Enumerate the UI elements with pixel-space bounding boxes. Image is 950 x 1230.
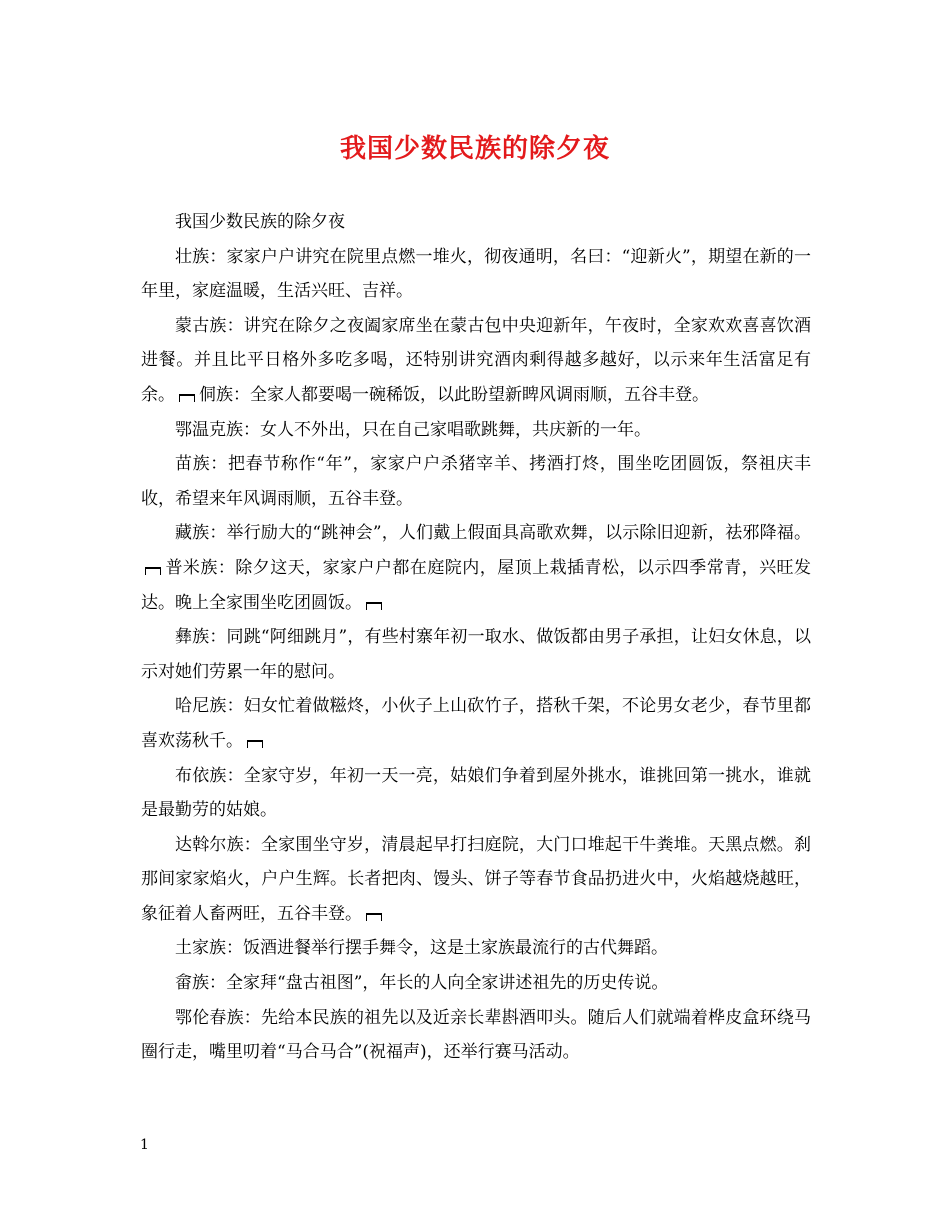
paragraph-hani	[141, 689, 811, 758]
bracket-mark-icon	[366, 602, 382, 610]
paragraph-tibetan-pumi	[141, 516, 811, 620]
page-number: 1	[140, 1137, 149, 1153]
paragraph-tujia	[141, 931, 811, 966]
paragraph-miao	[141, 447, 811, 516]
paragraph-she	[141, 966, 811, 1001]
bracket-mark-icon	[179, 394, 195, 402]
paragraph-text: 我国少数民族的除夕夜	[175, 212, 345, 232]
bracket-mark-icon	[247, 740, 263, 748]
paragraph-text: 哈尼族：妇女忙着做糍炵，小伙子上山砍竹子，搭秋千架，不论男女老少，春节里都喜欢荡秋千。	[141, 696, 811, 751]
paragraph-text: 蒙古族：讲究在除夕之夜阖家席坐在蒙古包中央迎新年，午夜时，全家欢欢喜喜饮酒进餐。并且比平日格外多吃多喝，还特别讲究酒肉剩得越多越好，以示来年生活富足有余。	[141, 315, 811, 405]
paragraph-text: 畲族：全家拜“盘古祖图”，年长的人向全家讲述祖先的历史传说。	[175, 973, 669, 994]
document-body	[141, 205, 811, 1070]
paragraph-buyi	[141, 759, 811, 828]
paragraph-yi	[141, 620, 811, 689]
paragraph-text: 侗族：全家人都要喝一碗稀饭，以此盼望新睥风调雨顺，五谷丰登。	[199, 384, 709, 405]
paragraph-oroqen	[141, 1001, 811, 1070]
paragraph-text: 普米族：除夕这天，家家户户都在庭院内，屋顶上栽插青松，以示四季常青，兴旺发达。晚上全家围坐吃团圆饭。	[141, 557, 811, 613]
paragraph-text: 达斡尔族：全家围坐守岁，清晨起早打扫庭院，大门口堆起干牛粪堆。天黑点燃。刹那间家家焰火，户户生辉。长者把肉、馒头、饼子等春节食品扔进火中，火焰越烧越旺，象征着人畜两旺，五谷丰登。	[141, 834, 811, 924]
paragraph-text: 藏族：举行励大的“跳神会”，人们戴上假面具高歌欢舞，以示除旧迎新，祛邪降福。	[175, 523, 811, 544]
paragraph-text: 彝族：同跳“阿细跳月”，有些村寨年初一取水、做饭都由男子承担，让妇女休息，以示对她们劳累一年的慰问。	[141, 627, 811, 682]
paragraph-text: 壮族：家家户户讲究在院里点燃一堆火，彻夜通明，名曰：“迎新火”，期望在新的一年里，家庭温暖，生活兴旺、吉祥。	[141, 246, 811, 302]
paragraph-daur	[141, 828, 811, 932]
bracket-mark-icon	[366, 913, 382, 921]
paragraph-text: 土家族：饭酒进餐举行摆手舞令，这是土家族最流行的古代舞蹈。	[175, 938, 668, 959]
paragraph-text: 鄂温克族：女人不外出，只在自己家唱歌跳舞，共庆新的一年。	[175, 419, 651, 440]
document-title: 我国少数民族的除夕夜	[339, 134, 610, 164]
paragraph-zhuang	[141, 240, 811, 309]
paragraph-heading	[141, 205, 811, 240]
paragraph-ewenki	[141, 413, 811, 448]
bracket-mark-icon	[145, 567, 161, 575]
paragraph-text: 布依族：全家守岁，年初一天一亮，姑娘们争着到屋外挑水，谁挑回第一挑水，谁就是最勤劳的姑娘。	[141, 765, 811, 821]
paragraph-text: 苗族：把春节称作“年”，家家户户杀猪宰羊、拷酒打炵，围坐吃团圆饭，祭祖庆丰收，希望来年风调雨顺，五谷丰登。	[141, 454, 811, 509]
paragraph-mongol-dong	[141, 309, 811, 413]
paragraph-text: 鄂伦春族：先给本民族的祖先以及近亲长辈斟酒叩头。随后人们就端着桦皮盒环绕马圈行走，嘴里叨着“马合马合”(祝福声)，还举行赛马活动。	[141, 1007, 811, 1063]
